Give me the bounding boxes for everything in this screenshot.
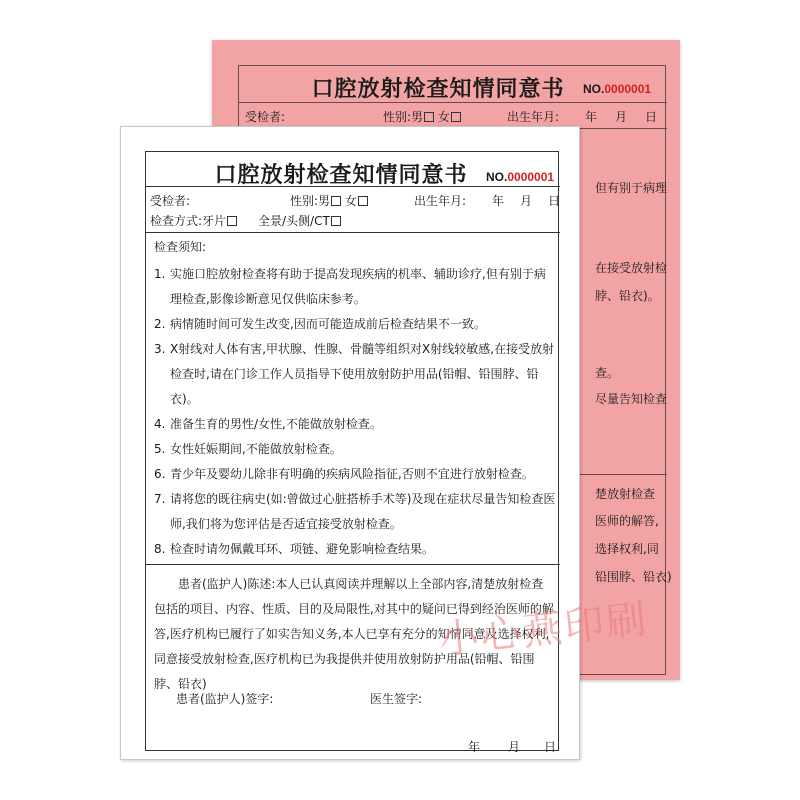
list-item: 8. 检查时请勿佩戴耳环、项链、避免影响检查结果。 [154,542,435,556]
back-text-fragment: 查。 [595,366,620,380]
exam-method-row [146,208,560,230]
back-form-title: 口腔放射检查知情同意书 [311,76,565,102]
back-text-fragment: 医师的解答, [595,514,659,528]
list-item: 1. 实施口腔放射检查将有助于提高发现疾病的机率、辅助诊疗,但有别于病理检查,影像诊断意见仅供临床参考。 [154,267,546,306]
back-patient-label: 受检者: [245,110,286,124]
back-text-fragment: 尽量告知检查 [595,392,668,406]
list-item: 4. 准备生育的男性/女性,不能做放射检查。 [154,417,382,431]
patient-statement: 患者(监护人)陈述:本人已认真阅读并理解以上全部内容,清楚放射检查包括的项目、内容、性质、目的及局限性,对其中的疑问已得到经治医师的解答,医疗机构已履行了如实告知义务,本人已享有充分的知情同意及选择权利,同意接受放射检查,医疗机构已为我提供并使用放射防护用品(铅帽、铅围脖、铅衣) [154,577,554,691]
list-item: 6. 青少年及婴幼儿除非有明确的疾病风险指征,否则不宜进行放射检查。 [154,467,534,481]
checkbox-icon [424,112,434,122]
back-text-fragment: 脖、铅衣)。 [595,289,660,303]
exam-method-field: 检查方式:牙片 [150,212,237,229]
front-form-frame: 口腔放射检查知情同意书 NO.0000001 受检者: 性别:男 女 出生年月: 年 月 日 检查方式:牙片 全景/头侧/CT 检查须知: 1. 实施口腔放射检查将有助于提高发现疾病的机率、辅助诊疗,但有别于病理检查,影像诊断意见仅供临床参考。 2. 病情随时间可发生改变,因而可能造成前后检查结果不一致。 3. X射线对人体有害,甲状腺、性腺、骨髓等组织对X射线较敏感,在接受放射检查时,请在门诊工作人员指导下使用放射防护用品(铅帽、铅围脖、铅衣)。 4. 准备生育的男性/女性,不能做放射检查。 5. 女性妊娠期间,不能做放射检查。 6. 青少年及婴幼儿除非有明确的疾病风险指征,否则不宜进行放射检查。 7. 请将您的既往病史(如:曾做过心脏搭桥手术等)及现在症状尽量告知检查医师,我们将为您评估是否适宜接受放射检查。 8. 检查时请勿佩戴耳环、项链、避免影响检查结果。 患者(监护人)陈述:本人已认真阅读并理解以上全部内容,清楚放射检查包括的项目、内容、性质、目的及局限性,对其中的疑问已得到经治医师的解答,医疗机构已履行了如实告知义务,本人已享有充分的知情同意及选择权利,同意接受放射检查,医疗机构已为我提供并使用放射防护用品(铅帽、铅围脖、铅衣) 患者(监护人)签字: 医生签字: 年 月 日 [145,151,559,751]
ct-option-field: 全景/头侧/CT [258,212,341,229]
patient-label: 受检者: [150,194,191,208]
list-item: 2. 病情随时间可发生改变,因而可能造成前后检查结果不一致。 [154,317,486,331]
notice-heading: 检查须知: [154,240,207,254]
front-consent-sheet [120,126,580,760]
back-text-fragment: 铅围脖、铅衣) [595,570,672,584]
back-gender-field: 性别:男 女 [383,108,461,125]
panoramic-ct-checkbox[interactable] [331,216,341,226]
back-text-fragment: 楚放射检查 [595,487,656,501]
patient-signature-label: 患者(监护人)签字: [176,692,274,706]
serial-number: NO.0000001 [486,170,555,184]
female-checkbox[interactable] [358,196,368,206]
gender-field: 性别:男 女 [290,192,368,209]
list-item: 3. X射线对人体有害,甲状腺、性腺、骨髓等组织对X射线较敏感,在接受放射检查时,请在门诊工作人员指导下使用放射防护用品(铅帽、铅围脖、铅衣)。 [154,342,555,406]
checkbox-icon [451,112,461,122]
back-text-fragment: 选择权利,同 [595,542,659,556]
male-checkbox[interactable] [331,196,341,206]
back-serial-number: NO.0000001 [583,82,652,96]
back-text-fragment: 在接受放射检 [595,261,668,275]
watermark: 小心燕印刷 [436,596,651,664]
patient-info-row: 受检者: 性别:男 女 出生年月: 年 月 日 [150,194,561,208]
form-title: 口腔放射检查知情同意书 [214,162,468,188]
back-text-fragment: 但有别于病理 [595,181,668,195]
dental-film-checkbox[interactable] [227,216,237,226]
doctor-signature-label: 医生签字: [370,692,423,706]
list-item: 7. 请将您的既往病史(如:曾做过心脏搭桥手术等)及现在症状尽量告知检查医师,我们将为您评估是否适宜接受放射检查。 [154,492,556,531]
birth-date-label: 出生年月: [414,194,467,208]
back-patient-info-row: 受检者: 性别:男 女 出生年月: 年 月 日 [245,110,658,124]
notice-list [154,262,556,562]
list-item: 5. 女性妊娠期间,不能做放射检查。 [154,442,342,456]
back-birth-label: 出生年月: [507,110,560,124]
